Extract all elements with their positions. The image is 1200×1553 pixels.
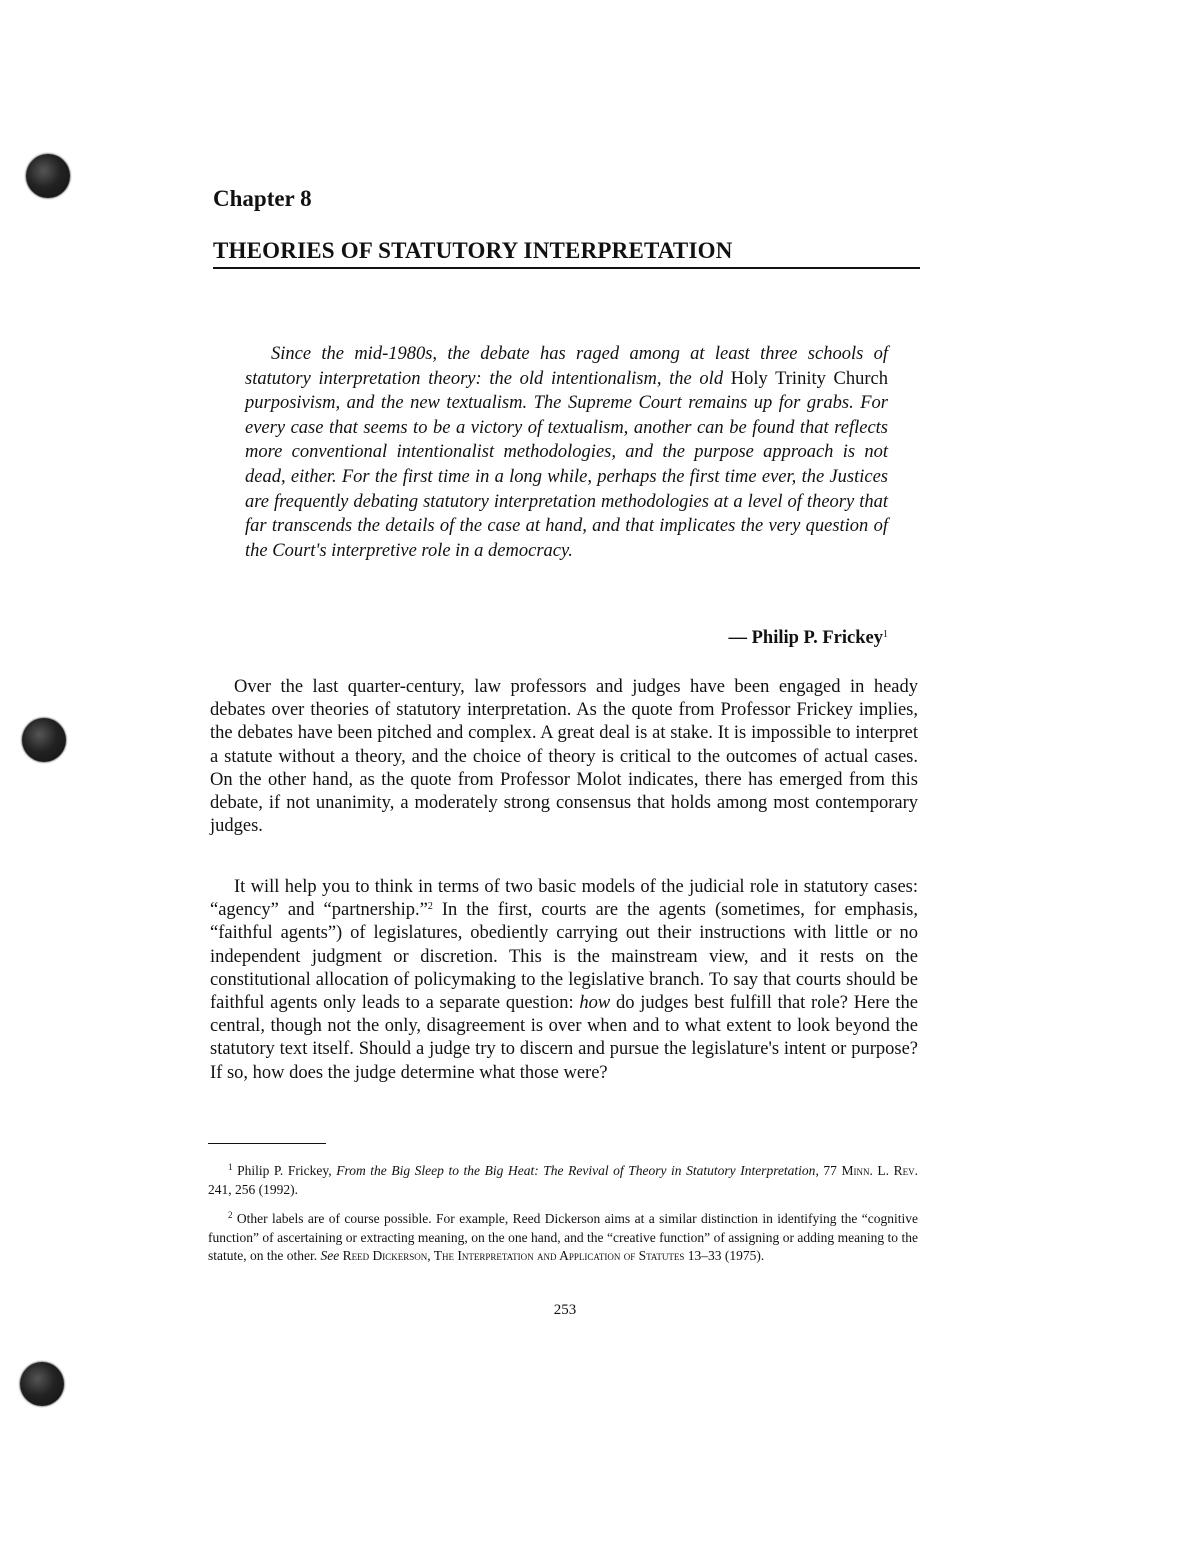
footnote bbox=[208, 1210, 918, 1266]
footnote-title: From the Big Sleep to the Big Heat: The Revival of Theory in Statutory Interpretation bbox=[336, 1163, 816, 1178]
footnote-text: Other labels are of course possible. For example, Reed Dickerson aims at a similar distinction in identifying the “cognitive function” of ascertaining or extracting meaning, on the one hand, and the “creative function” of assigning or adding meaning to the statute, on the other. bbox=[208, 1211, 918, 1263]
chapter-title: THEORIES OF STATUTORY INTERPRETATION bbox=[213, 238, 920, 269]
epigraph-text: purposivism, and the new textualism. The Supreme Court remains up for grabs. For every case that seems to be a victory of textualism, another can be found that reflects more conventional intentionalist methodologies, and the purpose approach is not dead, either. For the first time in a long while, perhaps the first time ever, the Justices are frequently debating statutory interpretation methodologies at a level of theory that far transcends the details of the case at hand, and that implicates the very question of the Court's interpretive role in a democracy. bbox=[245, 393, 888, 561]
attribution-name: — Philip P. Frickey bbox=[728, 628, 883, 648]
journal-name: Minn. L. Rev. bbox=[841, 1163, 918, 1178]
chapter-label: Chapter 8 bbox=[213, 186, 312, 211]
footnote-text: Philip P. Frickey, bbox=[237, 1163, 337, 1178]
binder-hole bbox=[20, 1362, 64, 1406]
footnote-ref: 2 bbox=[427, 901, 433, 913]
book-citation: Reed Dickerson, The Interpretation and Application of Statutes bbox=[339, 1248, 685, 1263]
binder-hole bbox=[22, 718, 66, 762]
footnote-number: 1 bbox=[228, 1162, 233, 1172]
body-paragraph: Over the last quarter-century, law professors and judges have been engaged in heady debates over theories of statutory interpretation. As the quote from Professor Frickey implies, the debates have been pitched and complex. A great deal is at stake. It is impossible to interpret a statute without a theory, and the choice of theory is critical to the outcomes of actual cases. On the other hand, as the quote from Professor Molot indicates, there has emerged from this debate, if not unanimity, a moderately strong consensus that holds among most contemporary judges. bbox=[210, 677, 918, 837]
epigraph bbox=[245, 342, 888, 563]
page-number: 253 bbox=[553, 1302, 577, 1318]
footnote-text: 241, 256 (1992). bbox=[208, 1181, 298, 1197]
paragraph-text: do judges best fulfill that role? Here the central, though not the only, disagreement is over when and to what extent to look beyond the statutory text itself. Should a judge try to discern and pursue the legislature's intent or purpose? If so, how does the judge determine what those were? bbox=[210, 993, 918, 1083]
footnote bbox=[208, 1162, 918, 1199]
footnote-divider bbox=[208, 1143, 326, 1144]
epigraph-text: Since the mid-1980s, the debate has raged among at least three schools of statutory interpretation theory: the old intentionalism, the old bbox=[245, 344, 888, 389]
footnote-ref: 1 bbox=[883, 629, 888, 640]
epigraph-attribution bbox=[560, 628, 888, 649]
footnote-text: 13–33 (1975). bbox=[684, 1248, 765, 1263]
body-paragraph bbox=[210, 876, 918, 1085]
case-name: Holy Trinity Church bbox=[730, 368, 888, 389]
paragraph-text: In the first, courts are the agents (sometimes, for emphasis, “faithful agents”) of legislatures, obediently carrying out their instructions with little or no independent judgment or discretion. This is the mainstream view, and it rests on the constitutional allocation of policymaking to the legislative branch. To say that courts should be faithful agents only leads to a separate question: bbox=[210, 900, 918, 1014]
footnote-number: 2 bbox=[228, 1210, 233, 1220]
paragraph-text: It will help you to think in terms of two basic models of the judicial role in statutory cases: “agency” and “partnership.” bbox=[210, 877, 918, 921]
footnote-text: , 77 bbox=[815, 1163, 842, 1178]
signal-word: See bbox=[320, 1248, 340, 1263]
emphasis-word: how bbox=[579, 993, 611, 1014]
binder-hole bbox=[26, 154, 70, 198]
